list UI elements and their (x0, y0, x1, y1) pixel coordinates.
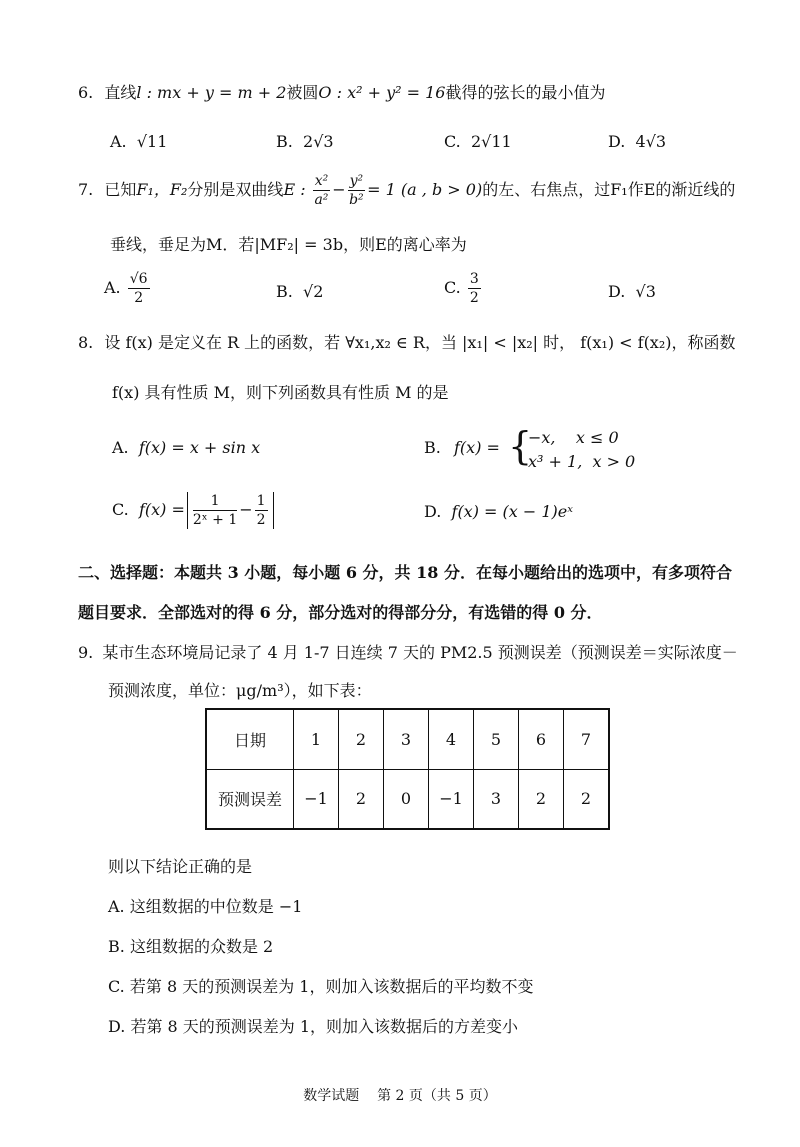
q8-number: 8. (78, 333, 94, 352)
option-label: D. (608, 132, 626, 151)
minus-sign: − (332, 180, 346, 199)
option-text: 这组数据的众数是 2 (129, 937, 274, 956)
table-cell: 2 (339, 769, 384, 829)
q9-stem-line2: 预测浓度，单位：μg/m³），如下表： (108, 681, 372, 700)
q7-stem-line2: 垂线，垂足为M．若|MF₂| = 3b，则E的离心率为 (110, 235, 467, 254)
table-cell: −1 (429, 769, 474, 829)
option-lhs: f(x) = (138, 500, 185, 519)
denominator: 2 (469, 290, 479, 306)
q6-text-pre: 直线 (104, 83, 137, 102)
piecewise-case-2: x³ + 1, x > 0 (528, 452, 636, 471)
denominator: a² (314, 192, 329, 208)
table-cell: 6 (519, 709, 564, 769)
numerator: √6 (129, 271, 148, 287)
section-2-instructions-line1: 二、选择题：本题共 3 小题，每小题 6 分，共 18 分．在每小题给出的选项中，有多项符合 (78, 563, 732, 582)
option-label: C. (444, 132, 461, 151)
denominator: 2ˣ + 1 (192, 512, 238, 528)
option-text: √2 (303, 282, 324, 301)
denominator: 2 (256, 512, 266, 528)
q7-option-c[interactable] (444, 270, 483, 307)
q7-fraction-x (313, 172, 331, 209)
q9-option-d[interactable] (108, 1014, 518, 1037)
q9-prompt: 则以下结论正确的是 (108, 857, 253, 876)
option-fraction (468, 270, 481, 307)
table-cell: 2 (339, 709, 384, 769)
q7-fraction-y (348, 172, 366, 209)
page-footer: 数学试题 第 2 页（共 5 页） (303, 1088, 497, 1104)
q9-stem-line1 (78, 640, 738, 663)
q7-text: 的左、右焦点，过F₁作E的渐近线的 (482, 180, 736, 199)
option-text: √3 (635, 282, 656, 301)
fraction-1 (193, 492, 237, 529)
q7-hyperbola-name: E : (283, 180, 306, 199)
q7-option-a[interactable] (104, 270, 152, 307)
table-row-errors (206, 769, 609, 829)
numerator: 1 (193, 492, 237, 511)
q6-text-mid: 被圆 (286, 83, 319, 102)
option-label: C. (108, 977, 125, 996)
q9-number: 9. (78, 643, 94, 662)
q8-stem-line1 (78, 330, 736, 353)
piecewise-case-1: −x, x ≤ 0 (528, 428, 619, 447)
absolute-value-bars (187, 492, 274, 529)
table-cell: 7 (564, 709, 610, 769)
option-label: B. (276, 132, 293, 151)
table-cell: 2 (519, 769, 564, 829)
q6-option-c[interactable] (444, 132, 512, 151)
q6-option-d[interactable] (608, 132, 666, 151)
q7-text: 分别是双曲线 (187, 180, 284, 199)
table-header-date: 日期 (206, 709, 294, 769)
option-text: 2√11 (470, 132, 512, 151)
q7-stem-line1 (78, 172, 735, 209)
option-label: D. (108, 1017, 126, 1036)
q6-option-a[interactable] (110, 132, 167, 151)
option-label: C. (112, 500, 129, 519)
brace-icon: { (508, 424, 533, 468)
option-label: B. (424, 438, 441, 457)
q6-stem (78, 80, 606, 103)
minus-sign: − (239, 500, 253, 519)
option-text: f(x) = x + sin x (138, 438, 261, 457)
fraction-2 (255, 492, 268, 529)
option-label: D. (424, 502, 442, 521)
option-text: 这组数据的中位数是 −1 (129, 897, 303, 916)
q6-number: 6. (78, 83, 94, 102)
table-cell: 1 (294, 709, 339, 769)
option-label: A. (104, 278, 121, 297)
q8-text: 设 f(x) 是定义在 R 上的函数，若 ∀x₁,x₂ ∈ R，当 |x₁| < |x₂| 时， f(x₁) < f(x₂)，称函数 (104, 333, 736, 352)
denominator: 2 (134, 290, 144, 306)
q9-option-c[interactable] (108, 974, 533, 997)
q7-number: 7. (78, 180, 94, 199)
q7-option-b[interactable] (276, 282, 323, 301)
q9-option-b[interactable] (108, 934, 273, 957)
option-label: A. (112, 438, 129, 457)
option-label: B. (108, 937, 125, 956)
numerator: 3 (469, 271, 479, 287)
q8-stem-line2: f(x) 具有性质 M，则下列函数具有性质 M 的是 (112, 383, 449, 402)
option-label: B. (276, 282, 293, 301)
q9-text: 某市生态环境局记录了 4 月 1-7 日连续 7 天的 PM2.5 预测误差（预测误差＝实际浓度－ (102, 643, 738, 662)
table-cell: 5 (474, 709, 519, 769)
table-cell: 3 (474, 769, 519, 829)
q6-option-b[interactable] (276, 132, 334, 151)
option-fraction (128, 270, 150, 307)
q9-option-a[interactable] (108, 894, 302, 917)
q7-foci: F₁，F₂ (136, 180, 188, 199)
table-cell: 4 (429, 709, 474, 769)
option-text: 2√3 (303, 132, 334, 151)
option-label: A. (110, 132, 127, 151)
q6-text-post: 截得的弦长的最小值为 (445, 83, 606, 102)
q7-text: 已知 (104, 180, 137, 199)
numerator: y² (349, 173, 364, 189)
q7-equation-rest: = 1 (a , b > 0) (367, 180, 483, 199)
option-label: D. (608, 282, 626, 301)
pm25-error-table (205, 708, 610, 830)
q6-line-equation: l : mx + y = m + 2 (136, 83, 287, 102)
option-label: C. (444, 278, 461, 297)
numerator: x² (314, 173, 329, 189)
option-text: 若第 8 天的预测误差为 1，则加入该数据后的平均数不变 (129, 977, 534, 996)
option-text: √11 (136, 132, 168, 151)
denominator: b² (349, 192, 364, 208)
table-cell: −1 (294, 769, 339, 829)
table-cell: 0 (384, 769, 429, 829)
q7-option-d[interactable] (608, 282, 656, 301)
table-row-dates (206, 709, 609, 769)
option-text: f(x) = (x − 1)eˣ (451, 502, 573, 521)
section-2-instructions-line2: 题目要求．全部选对的得 6 分，部分选对的得部分分，有选错的得 0 分． (78, 603, 603, 622)
option-text: 4√3 (635, 132, 667, 151)
numerator: 1 (256, 493, 266, 509)
option-text: 若第 8 天的预测误差为 1，则加入该数据后的方差变小 (130, 1017, 519, 1036)
table-cell: 2 (564, 769, 610, 829)
q8-option-c[interactable] (112, 492, 274, 529)
q8-option-a[interactable] (112, 438, 260, 457)
option-label: A. (108, 897, 125, 916)
table-header-error: 预测误差 (206, 769, 294, 829)
option-lhs: f(x) = (454, 438, 500, 457)
table-cell: 3 (384, 709, 429, 769)
q8-option-d[interactable] (424, 502, 573, 521)
q6-circle-equation: O : x² + y² = 16 (318, 83, 446, 102)
